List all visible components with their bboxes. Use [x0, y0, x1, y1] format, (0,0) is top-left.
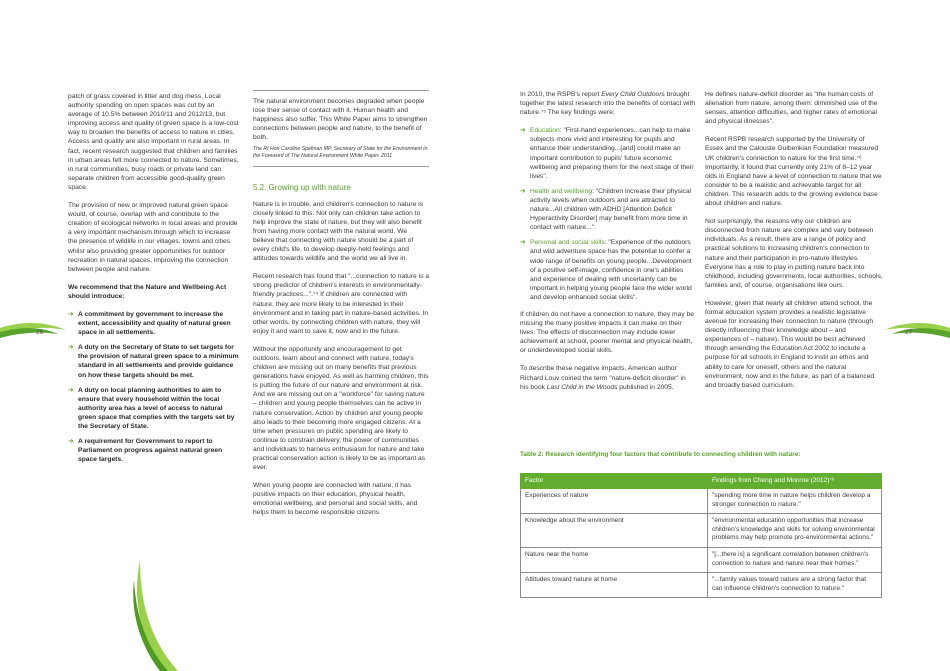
- list-item: ➔ A duty on local planning authorities to aim to ensure that every household within the local authority area has a level of access to natural green space that complies with the targets set by the Secretary of State.: [68, 386, 235, 430]
- col4-paragraph-3: Not surprisingly, the reasons why our children are disconnected from nature are complex and vary between individuals. As a result, there are a range of policy and practical solutions to increasing children's connection to nature and their participation in pro-nature lifestyles. Everyone has a role to play in putting nature back into childhood, including governments, local authorities, schools, families and, of course, organisations like ours.: [705, 218, 883, 289]
- recommendation-intro: We recommend that the Nature and Wellbeing Act should introduce:: [68, 283, 227, 300]
- table-header-row: [521, 474, 882, 489]
- factors-table: [520, 473, 882, 598]
- table-caption: Table 2: Research identifying four factors that contribute to connecting children with nature:: [520, 451, 801, 458]
- factor-cell: Knowledge about the environment: [521, 514, 708, 548]
- col4-paragraph-1: He defines nature-deficit disorder as "the human costs of alienation from nature, among them: diminished use of the senses, attention difficulties, and higher rates of emotional and physical illnesses".: [705, 91, 878, 126]
- page-number-left: 26: [36, 329, 44, 336]
- quote-text: The natural environment becomes degraded when people lose their sense of contact with it. Human health and happiness also suffer. This White Paper aims to strengthen connections between people and nature, to the benefit of both.: [253, 98, 428, 142]
- quote-source: The Rt Hon Caroline Spelman MP, Secretary of State for the Environment in the Foreword of The Natural Environment White Paper, 2011: [253, 146, 428, 160]
- col3-intro: In 2010, the RSPB's report Every Child Outdoors brought together the latest research into the benefits of contact with nature.⁷⁵ The key findings were:: [520, 91, 696, 117]
- list-item: ➔ Personal and social skills: "Experience of the outdoors and wild adventure space has the potential to confer a wide range of benefits on young people...Development of a positive self-image, confidence in one's abilities and experience of dealing with uncertainty can be important in helping young people face the wider world and develop enhanced social skills".: [520, 239, 692, 301]
- list-item: ➔ A commitment by government to increase the extent, accessibility and quality of natural green space in all settlements.: [68, 310, 231, 337]
- list-item: ➔ Education: "First-hand experiences...can help to make subjects more vivid and interesting for pupils and enhance their understanding...[and] could make an important contribution to pupils' future economic wellbeing and preparing them for the next stage of their lives".: [520, 127, 694, 180]
- table-row: [521, 489, 882, 514]
- arrow-right-icon: ➔: [68, 344, 74, 352]
- factor-cell: Experiences of nature: [521, 489, 708, 514]
- table-row: [521, 573, 882, 598]
- list-item: ➔ Health and wellbeing: "Children increase their physical activity levels when outdoors and are attracted to nature...All children with ADHD [Attention Deficit Hyperactivity Disorder] may benefit from more time in contact with nature...".: [520, 187, 692, 232]
- table-row: [521, 547, 882, 572]
- col2-paragraph-3: Without the opportunity and encouragement to get outdoors, learn about and connect with nature, today's children are missing out on many benefits that previous generations have enjoyed. As well as harming children, this is putting the future of our nature and environment at risk. And we are missing out on a "workforce" for saving nature – children and young people themselves can be active in nature conservation. Action by children and young people also leads to their becoming more engaged citizens. At a time when pressures on public spending are likely to continue to constrain delivery, the power of communities and individuals to harness enthusiasm for nature and take practical conservation action is likely to be as important as ever.: [253, 345, 429, 472]
- col2-paragraph-4: When young people are connected with nature, it has positive impacts on their education, physical health, emotional wellbeing, and personal and social skills, and helps them to become responsible citizens.: [253, 482, 418, 517]
- arrow-right-icon: ➔: [520, 239, 526, 247]
- col1-paragraph-2: The provision of new or improved natural green space would, of course, overlap with and contribute to the creation of ecological networks in local areas and provide a very important mechanism through which to increase the presence of wildlife in our villages, towns and cities whilst also providing greater opportunities for outdoor recreation in natural spaces, improving the connection between people and nature.: [68, 202, 238, 273]
- finding-cell: "spending more time in nature helps children develop a stronger connection to nature.": [708, 489, 882, 514]
- section-heading: 5.2. Growing up with nature: [253, 183, 351, 193]
- column-2: [253, 90, 429, 527]
- col3-paragraph-2: If children do not have a connection to nature, they may be missing the many positive impacts it can make on their lives. The effects of disconnection may include lower achievement at school, poorer mental and physical health, or underdeveloped social skills.: [520, 310, 694, 355]
- book-title: Last Child in the Woods: [546, 383, 618, 391]
- column-1: [68, 92, 240, 472]
- recommendation-list: [68, 310, 240, 464]
- left-leaf-swoosh-icon: [0, 300, 70, 360]
- list-item: ➔ A duty on the Secretary of State to set targets for the provision of natural green space to a minimum standard in all settlements and provide guidance on how these targets should be met.: [68, 344, 239, 379]
- col2-paragraph-1: Nature is in trouble, and children's connection to nature is closely linked to this. Not only can children take action to help improve the state of nature, but they will also benefit from having more contact with the natural world. We believe that connecting with nature should be a part of every child's life, to develop deeply-held feelings and attitudes towards wildlife and the world we all live in.: [253, 200, 424, 263]
- factor-cell: Attitudes toward nature at home: [521, 573, 708, 598]
- col1-paragraph-1: patch of grass covered in litter and dog mess. Local authority spending on open spaces was cut by an average of 10.5% between 2010/11 and 2012/13, but improving access and quality of green space is a low-cost way to broaden the benefits of access to nature in cities. Access and quality are also important in rural areas. In fact, recent research suggested that children and families in urban areas felt more connected to nature. Sometimes, in rural communities, busy roads or private land can separate children from accessible good-quality green space.: [68, 93, 239, 191]
- pull-quote: [253, 90, 429, 166]
- factor-cell: Nature near the home: [521, 547, 708, 572]
- arrow-right-icon: ➔: [520, 127, 526, 135]
- finding-cell: "environmental education opportunities that increase children's knowledge and skills for solving environmental problems may help promote pro-environmental actions.": [708, 514, 882, 548]
- finding-cell: "...family values toward nature are a strong factor that can influence children's connection to nature.": [708, 573, 882, 598]
- arrow-right-icon: ➔: [68, 438, 74, 446]
- col3-paragraph-3: To describe these negative impacts, American author Richard Louv coined the term "nature-deficit disorder" in his book Last Child in the Woods published in 2005.: [520, 365, 686, 391]
- page-number-right: 27: [905, 329, 913, 336]
- col4-paragraph-4: However, given that nearly all children attend school, the formal education system provides a realistic legislative avenue for increasing their connection to nature (through directly influencing their knowledge about – and experiences of – nature). This would be best achieved through amending the Education Act 2002 to include a purpose for all schools in England to instil an ethos and ability to care for oneself, others and the natural environment, now and in the future, as part of a balanced and broadly based curriculum.: [705, 299, 875, 389]
- column-4: [705, 90, 883, 399]
- table-row: [521, 514, 882, 548]
- right-leaf-swoosh-icon: [880, 300, 950, 360]
- findings-list: [520, 126, 696, 302]
- report-title: Every Child Outdoors: [601, 91, 665, 98]
- arrow-right-icon: ➔: [520, 187, 526, 195]
- header-findings: Findings from Cheng and Monroe (2012)⁷⁶: [708, 474, 882, 489]
- arrow-right-icon: ➔: [68, 386, 74, 394]
- header-factor: Factor: [521, 474, 708, 489]
- bottom-leaf-swoosh-icon: [120, 560, 200, 671]
- column-3: [520, 90, 696, 401]
- finding-cell: "[...there is] a significant correlation between children's connection to nature and nature near their homes.": [708, 547, 882, 572]
- list-item: ➔ A requirement for Government to report to Parliament on progress against natural green space targets.: [68, 438, 223, 464]
- arrow-right-icon: ➔: [68, 310, 74, 318]
- col4-paragraph-2: Recent RSPB research supported by the University of Essex and the Calouste Gulbenkian Foundation measured UK children's connection to nature for the first time.⁷⁶ Importantly, it found that currently only 21% of 8–12 year olds in England have a level of connection to nature that we consider to be a realistic and achievable target for all children. This research adds to the growing evidence base about children and nature.: [705, 136, 882, 208]
- col2-paragraph-2: Recent research has found that "...connection to nature is a strong predictor of children's interests in environmentally-friendly practices...".⁷⁴ If children are connected with nature, they are more likely to be interested in their environment and in taking part in nature-based activities. In other words, by connecting children with nature, they will enjoy it and want to save it, now and in the future.: [253, 273, 429, 335]
